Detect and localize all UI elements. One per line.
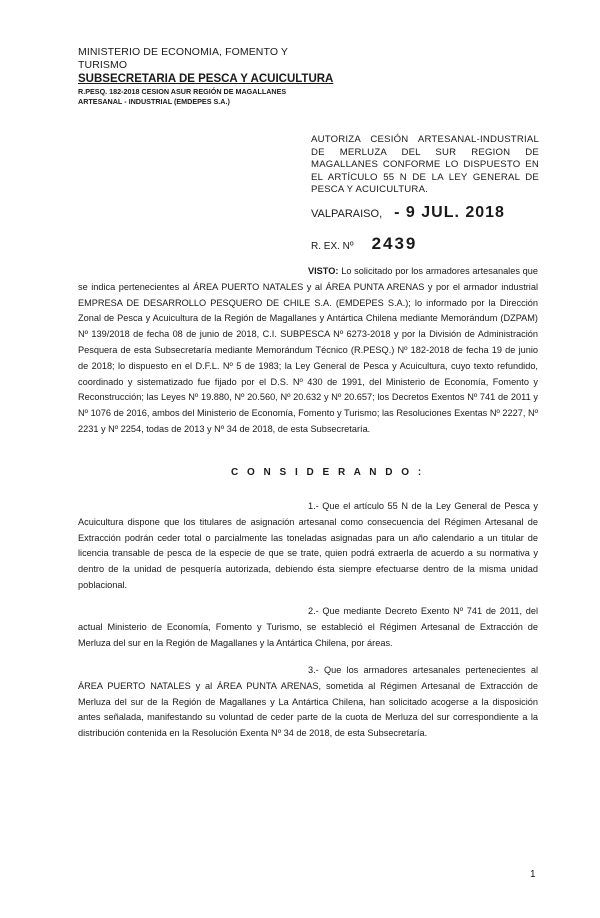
subsecretaria-name: SUBSECRETARIA DE PESCA Y ACUICULTURA (78, 73, 334, 85)
city: VALPARAISO, (311, 208, 383, 220)
resolution-number-value: 2439 (371, 234, 418, 253)
page-number: 1 (530, 869, 536, 880)
date-stamp: - 9 JUL. 2018 (394, 204, 505, 221)
resolution-label: R. EX. Nº (311, 241, 354, 252)
reference-line-2: ARTESANAL - INDUSTRIAL (EMDEPES S.A.) (78, 97, 230, 106)
resolution-number (311, 234, 417, 254)
visto-label: VISTO: (308, 266, 339, 276)
resolution-title: AUTORIZA CESIÓN ARTESANAL-INDUSTRIAL DE MERLUZA DEL SUR REGION DE MAGALLANES CONFORME LO DISPUESTO EN EL ARTÍCULO 55 N DE LA LEY GENERAL DE PESCA Y ACUICULTURA. (311, 134, 539, 195)
considerando-heading: C O N S I D E R A N D O : (231, 467, 425, 478)
paragraph-3: 3.- Que los armadores artesanales pertenecientes al ÁREA PUERTO NATALES y al ÁREA PUNTA ARENAS, sometida al Régimen Artesanal de Extracción de Merluza del sur de la Región de Magallanes y La Antártica Chilena, han solicitado acogerse a la disposición antes señalada, manifestando su voluntad de ceder parte de la cuota de Merluza del sur correspondiente a la distribución contenida en la Resolución Exenta Nº 34 de 2018, de esta Subsecretaría. (78, 665, 538, 739)
paragraph-1: 1.- Que el artículo 55 N de la Ley General de Pesca y Acuicultura dispone que los titulares de asignación artesanal como consecuencia del Régimen Artesanal de Extracción podrán ceder total o parcialmente las toneladas asignadas para un año calendario a un titular de licencia transable de pesca de la especie de que se trate, quien podrá extraerla de acuerdo a su normativa y dentro de la unidad de pesquería autorizada, debiendo ésta siempre efectuarse dentro de la misma unidad poblacional. (78, 501, 538, 590)
place-date (311, 204, 505, 222)
visto-text: Lo solicitado por los armadores artesanales que se indica pertenecientes al ÁREA PUERTO NATALES y al ÁREA PUNTA ARENAS y por el armador industrial EMPRESA DE DESARROLLO PESQUERO DE CHILE S.A. (EMDEPES S.A.); lo informado por la Dirección Zonal de Pesca y Acuicultura de la Región de Magallanes y Antártica Chilena mediante Memorándum (DZPAM) Nº 139/2018 de fecha 08 de junio de 2018, C.I. SUBPESCA Nº 6273-2018 y por la División de Administración Pesquera de esta Subsecretaría mediante Memorándum Técnico (R.PESQ.) Nº 182-2018 de fecha 19 de junio de 2018; lo dispuesto en el D.F.L. Nº 5 de 1983; la Ley General de Pesca y Acuicultura, cuyo texto refundido, coordinado y sistematizado fue fijado por el D.S. Nº 430 de 1991, del Ministerio de Economía, Fomento y Reconstrucción; las Leyes Nº 19.880, Nº 20.560, Nº 20.632 y Nº 20.657; los Decretos Exentos Nº 741 de 2011 y Nº 1076 de 2016, ambos del Ministerio de Economía, Fomento y Turismo; las Resoluciones Exentas Nº 2227, Nº 2231 y Nº 2254, todas de 2013 y Nº 34 de 2018, de esta Subsecretaría. (78, 266, 538, 434)
paragraph-2: 2.- Que mediante Decreto Exento Nº 741 de 2011, del actual Ministerio de Economía, Fomento y Turismo, se estableció el Régimen Artesanal de Extracción de Merluza del sur en la Región de Magallanes y la Antártica Chilena, por áreas. (78, 606, 538, 648)
letterhead (78, 46, 338, 107)
visto-paragraph (78, 264, 538, 438)
reference-line-1: R.PESQ. 182-2018 CESION ASUR REGIÓN DE MAGALLANES (78, 87, 287, 96)
ministry-name: MINISTERIO DE ECONOMIA, FOMENTO Y TURISMO (78, 46, 288, 71)
